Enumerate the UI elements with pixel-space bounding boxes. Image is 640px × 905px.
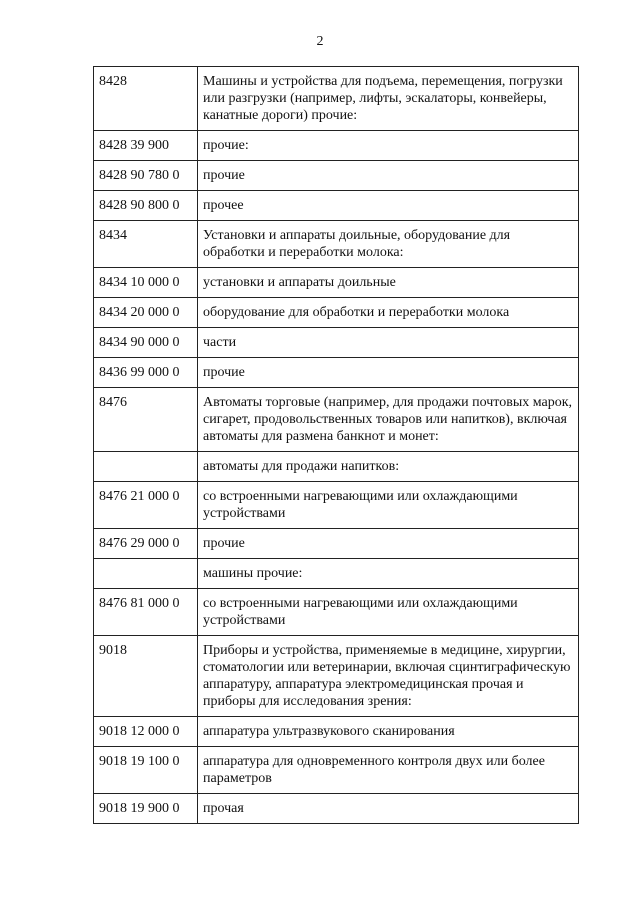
description-cell: прочие — [198, 358, 579, 388]
table-row — [94, 328, 579, 358]
table-row — [94, 358, 579, 388]
description-cell: машины прочие: — [198, 559, 579, 589]
table-row — [94, 559, 579, 589]
description-cell: прочая — [198, 794, 579, 824]
table-row — [94, 221, 579, 268]
description-cell: установки и аппараты доильные — [198, 268, 579, 298]
code-cell — [94, 559, 198, 589]
code-cell: 8476 — [94, 388, 198, 452]
description-cell: Машины и устройства для подъема, перемещения, погрузки или разгрузки (например, лифты, эскалаторы, конвейеры, канатные дороги) прочие: — [198, 67, 579, 131]
code-cell: 9018 19 100 0 — [94, 747, 198, 794]
table-row — [94, 268, 579, 298]
page-number: 2 — [316, 34, 324, 49]
table-row — [94, 636, 579, 717]
table-body — [94, 67, 579, 824]
description-cell: со встроенными нагревающими или охлаждающими устройствами — [198, 482, 579, 529]
description-cell: части — [198, 328, 579, 358]
code-cell: 8434 10 000 0 — [94, 268, 198, 298]
table-row — [94, 298, 579, 328]
table-row — [94, 529, 579, 559]
code-cell: 8428 39 900 — [94, 131, 198, 161]
table-row — [94, 131, 579, 161]
code-cell: 8476 21 000 0 — [94, 482, 198, 529]
description-cell: прочие — [198, 161, 579, 191]
table-row — [94, 191, 579, 221]
table-row — [94, 794, 579, 824]
code-cell: 9018 19 900 0 — [94, 794, 198, 824]
table-row — [94, 67, 579, 131]
code-cell: 8434 — [94, 221, 198, 268]
table-row — [94, 388, 579, 452]
description-cell: аппаратура для одновременного контроля двух или более параметров — [198, 747, 579, 794]
table-row — [94, 717, 579, 747]
code-cell: 8434 20 000 0 — [94, 298, 198, 328]
code-cell — [94, 452, 198, 482]
code-cell: 8434 90 000 0 — [94, 328, 198, 358]
description-cell: Автоматы торговые (например, для продажи почтовых марок, сигарет, продовольственных товаров или напитков), включая автоматы для размена банкнот и монет: — [198, 388, 579, 452]
code-cell: 8436 99 000 0 — [94, 358, 198, 388]
tariff-code-table — [93, 66, 579, 824]
table-row — [94, 161, 579, 191]
code-cell: 8476 29 000 0 — [94, 529, 198, 559]
code-cell: 8428 90 780 0 — [94, 161, 198, 191]
code-cell: 8428 90 800 0 — [94, 191, 198, 221]
description-cell: автоматы для продажи напитков: — [198, 452, 579, 482]
description-cell: Приборы и устройства, применяемые в медицине, хирургии, стоматологии или ветеринарии, включая сцинтиграфическую аппаратуру, аппаратура электромедицинская прочая и приборы для исследования зрения: — [198, 636, 579, 717]
description-cell: Установки и аппараты доильные, оборудование для обработки и переработки молока: — [198, 221, 579, 268]
description-cell: аппаратура ультразвукового сканирования — [198, 717, 579, 747]
code-cell: 9018 12 000 0 — [94, 717, 198, 747]
description-cell: прочие — [198, 529, 579, 559]
description-cell: прочие: — [198, 131, 579, 161]
table-row — [94, 452, 579, 482]
description-cell: прочее — [198, 191, 579, 221]
description-cell: оборудование для обработки и переработки молока — [198, 298, 579, 328]
table-row — [94, 747, 579, 794]
table-row — [94, 482, 579, 529]
code-cell: 8476 81 000 0 — [94, 589, 198, 636]
description-cell: со встроенными нагревающими или охлаждающими устройствами — [198, 589, 579, 636]
code-cell: 9018 — [94, 636, 198, 717]
table-row — [94, 589, 579, 636]
code-cell: 8428 — [94, 67, 198, 131]
